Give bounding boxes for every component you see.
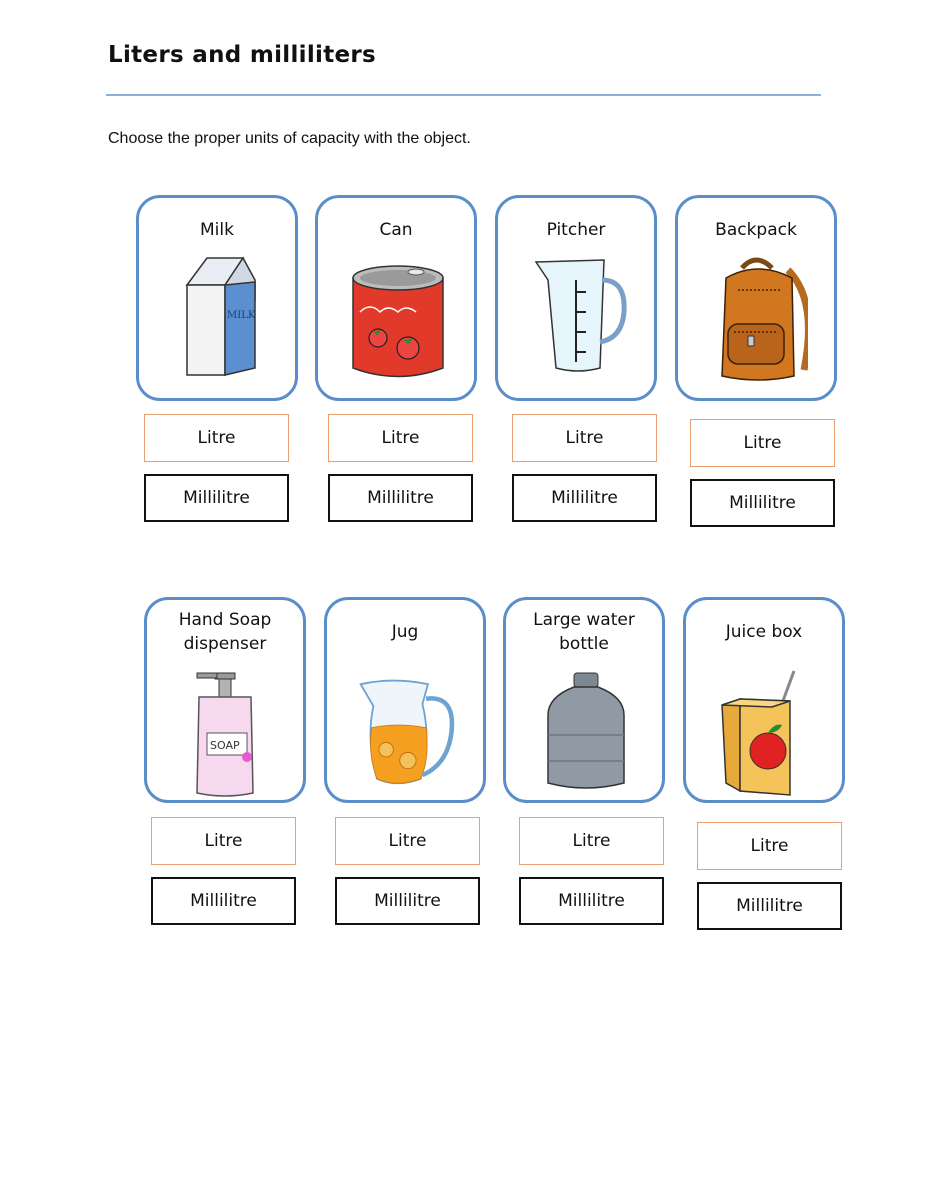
item-label: Pitcher bbox=[546, 220, 606, 240]
item-label: Can bbox=[379, 220, 413, 240]
soap-dispenser-icon bbox=[177, 666, 277, 806]
item-card-can bbox=[315, 195, 477, 401]
litre-option-milk[interactable]: Litre bbox=[144, 414, 289, 462]
item-card-juice-box bbox=[683, 597, 845, 803]
litre-option-juice-box[interactable]: Litre bbox=[697, 822, 842, 870]
millilitre-option-water-bottle[interactable]: Millilitre bbox=[519, 877, 664, 925]
item-card-hand-soap bbox=[144, 597, 306, 803]
millilitre-option-can[interactable]: Millilitre bbox=[328, 474, 473, 522]
item-card-water-bottle bbox=[503, 597, 665, 803]
measuring-pitcher-icon bbox=[528, 250, 628, 390]
water-bottle-icon bbox=[536, 666, 636, 806]
item-label: Jug bbox=[391, 622, 419, 642]
instruction-text: Choose the proper units of capacity with the object. bbox=[108, 130, 471, 147]
millilitre-option-jug[interactable]: Millilitre bbox=[335, 877, 480, 925]
litre-option-jug[interactable]: Litre bbox=[335, 817, 480, 865]
backpack-icon bbox=[708, 250, 808, 390]
item-label: Backpack bbox=[715, 220, 797, 240]
millilitre-option-backpack[interactable]: Millilitre bbox=[690, 479, 835, 527]
title-divider bbox=[106, 94, 821, 96]
item-label: Milk bbox=[200, 220, 234, 240]
litre-option-backpack[interactable]: Litre bbox=[690, 419, 835, 467]
litre-option-hand-soap[interactable]: Litre bbox=[151, 817, 296, 865]
soap-label-text: SOAP bbox=[210, 739, 240, 752]
litre-option-water-bottle[interactable]: Litre bbox=[519, 817, 664, 865]
item-card-pitcher bbox=[495, 195, 657, 401]
litre-option-can[interactable]: Litre bbox=[328, 414, 473, 462]
item-label: Large water bottle bbox=[533, 610, 635, 654]
juice-box-icon bbox=[716, 666, 816, 806]
millilitre-option-hand-soap[interactable]: Millilitre bbox=[151, 877, 296, 925]
milk-carton-icon bbox=[169, 250, 269, 390]
item-label: Juice box bbox=[725, 622, 803, 642]
item-card-milk bbox=[136, 195, 298, 401]
worksheet-title: Liters and milliliters bbox=[108, 42, 377, 68]
tomato-can-icon bbox=[348, 250, 448, 390]
carton-text: MILK bbox=[227, 310, 256, 321]
item-card-jug bbox=[324, 597, 486, 803]
item-label: Hand Soap dispenser bbox=[178, 610, 272, 654]
millilitre-option-milk[interactable]: Millilitre bbox=[144, 474, 289, 522]
millilitre-option-juice-box[interactable]: Millilitre bbox=[697, 882, 842, 930]
juice-jug-icon bbox=[357, 666, 457, 806]
millilitre-option-pitcher[interactable]: Millilitre bbox=[512, 474, 657, 522]
item-card-backpack bbox=[675, 195, 837, 401]
litre-option-pitcher[interactable]: Litre bbox=[512, 414, 657, 462]
